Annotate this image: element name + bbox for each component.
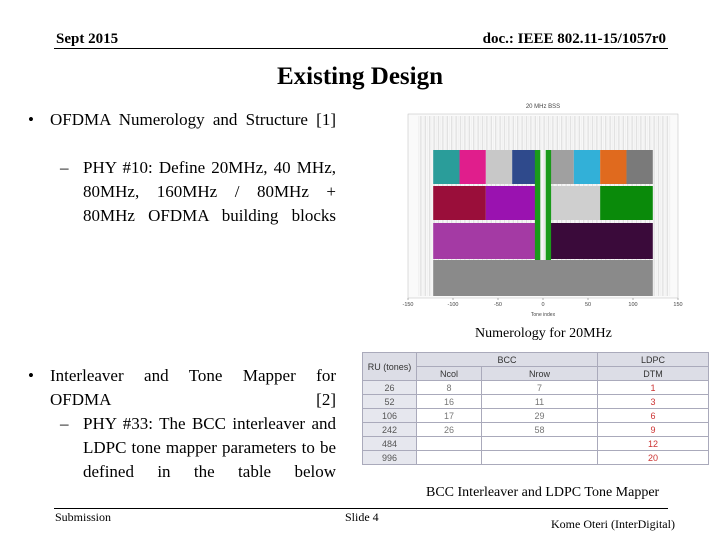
header-doc-id: doc.: IEEE 802.11-15/1057r0 (482, 31, 666, 47)
footer-submission: Submission (55, 510, 112, 524)
chart-x-label: Tone index (530, 312, 556, 318)
table-cell-dtm: 6 (598, 409, 709, 423)
tone-stripe (669, 116, 670, 296)
table-subheader-dtm: DTM (598, 367, 709, 381)
figure1-caption: Numerology for 20MHz (475, 326, 612, 341)
ru-block (433, 186, 486, 220)
table-cell-nrow (482, 437, 598, 451)
x-tick-label: -100 (447, 302, 459, 308)
table-header-bcc: BCC (417, 353, 598, 367)
tone-stripe (431, 116, 432, 296)
ru-block (548, 223, 653, 259)
table-cell-dtm: 12 (598, 437, 709, 451)
figure2-caption: BCC Interleaver and LDPC Tone Mapper (426, 485, 660, 500)
center-ru-block (535, 150, 540, 260)
table-cell-dtm: 1 (598, 381, 709, 395)
table-cell-ru: 106 (363, 409, 417, 423)
x-tick-label: -50 (494, 302, 502, 308)
tone-stripe (658, 116, 659, 296)
ru-block (600, 186, 653, 220)
tone-stripe (667, 116, 668, 296)
tone-stripe (656, 116, 657, 296)
ru-block (486, 186, 539, 220)
table-row (363, 451, 709, 465)
table-cell-dtm: 9 (598, 423, 709, 437)
sub-bullet-marker: – (60, 414, 69, 433)
table-cell-ru: 242 (363, 423, 417, 437)
table-cell-nrow (482, 451, 598, 465)
sub-bullet-marker: – (60, 158, 69, 177)
chart-title: 20 MHz BSS (525, 104, 561, 110)
ru-block (486, 150, 512, 184)
table-cell-ru: 26 (363, 381, 417, 395)
x-tick-label: 0 (541, 302, 545, 308)
tone-stripe (662, 116, 663, 296)
numerology-chart (393, 100, 693, 320)
table-cell-ru: 52 (363, 395, 417, 409)
ru-block (460, 150, 486, 184)
table-cell-nrow: 11 (482, 395, 598, 409)
table-row (363, 395, 709, 409)
footer-slide-number: Slide 4 (345, 510, 379, 524)
tone-stripe (422, 116, 423, 296)
x-tick-label: -150 (402, 302, 414, 308)
ru-block (433, 150, 459, 184)
table-cell-ru: 484 (363, 437, 417, 451)
table-cell-ncol (417, 451, 482, 465)
tone-stripe (664, 116, 665, 296)
chart-x-ticks (402, 298, 682, 308)
table-cell-ncol: 17 (417, 409, 482, 423)
bullet-text: Interleaver and Tone Mapper for OFDMA [2] (50, 366, 336, 409)
table-cell-ncol: 16 (417, 395, 482, 409)
ru-block (433, 223, 538, 259)
table-cell-nrow: 7 (482, 381, 598, 395)
ru-block (433, 260, 653, 296)
bcc-ldpc-table (362, 352, 709, 465)
footer-rule (54, 508, 668, 509)
bullet-text: OFDMA Numerology and Structure [1] (50, 110, 336, 129)
ru-block (548, 186, 601, 220)
table-cell-nrow: 29 (482, 409, 598, 423)
ru-block (626, 150, 652, 184)
table-row (363, 423, 709, 437)
table-cell-dtm: 3 (598, 395, 709, 409)
table-cell-nrow: 58 (482, 423, 598, 437)
table-row (363, 381, 709, 395)
x-tick-label: 50 (584, 302, 592, 308)
table-cell-ncol: 26 (417, 423, 482, 437)
tone-stripe (660, 116, 661, 296)
table-cell-ncol: 8 (417, 381, 482, 395)
sub-bullet-text: PHY #33: The BCC interleaver and LDPC tone mapper parameters to be defined in the table below (83, 414, 336, 481)
table-cell-dtm: 20 (598, 451, 709, 465)
tone-stripe (427, 116, 428, 296)
sub-bullet-text: PHY #10: Define 20MHz, 40 MHz, 80MHz, 160MHz / 80MHz + 80MHz OFDMA building blocks (83, 158, 336, 225)
center-ru-block (546, 150, 551, 260)
footer-author: Kome Oteri (InterDigital) (551, 517, 675, 531)
header-rule (54, 48, 668, 49)
table-subheader-nrow: Nrow (482, 367, 598, 381)
x-tick-label: 100 (628, 302, 638, 308)
tone-stripe (653, 116, 654, 296)
table-cell-ru: 996 (363, 451, 417, 465)
table-header-ru: RU (tones) (363, 353, 417, 381)
table-row (363, 409, 709, 423)
ru-block (548, 150, 574, 184)
ru-block (512, 150, 538, 184)
table-header-ldpc: LDPC (598, 353, 709, 367)
table-row (363, 437, 709, 451)
bullet-marker: • (28, 366, 34, 385)
bullet-marker: • (28, 110, 34, 129)
tone-stripe (429, 116, 430, 296)
x-tick-label: 150 (673, 302, 683, 308)
ru-block (600, 150, 626, 184)
table-subheader-ncol: Ncol (417, 367, 482, 381)
slide-title: Existing Design (276, 63, 443, 90)
tone-stripe (420, 116, 421, 296)
table-cell-ncol (417, 437, 482, 451)
tone-stripe (425, 116, 426, 296)
tone-stripe (418, 116, 419, 296)
header-date: Sept 2015 (56, 31, 119, 47)
ru-block (574, 150, 600, 184)
